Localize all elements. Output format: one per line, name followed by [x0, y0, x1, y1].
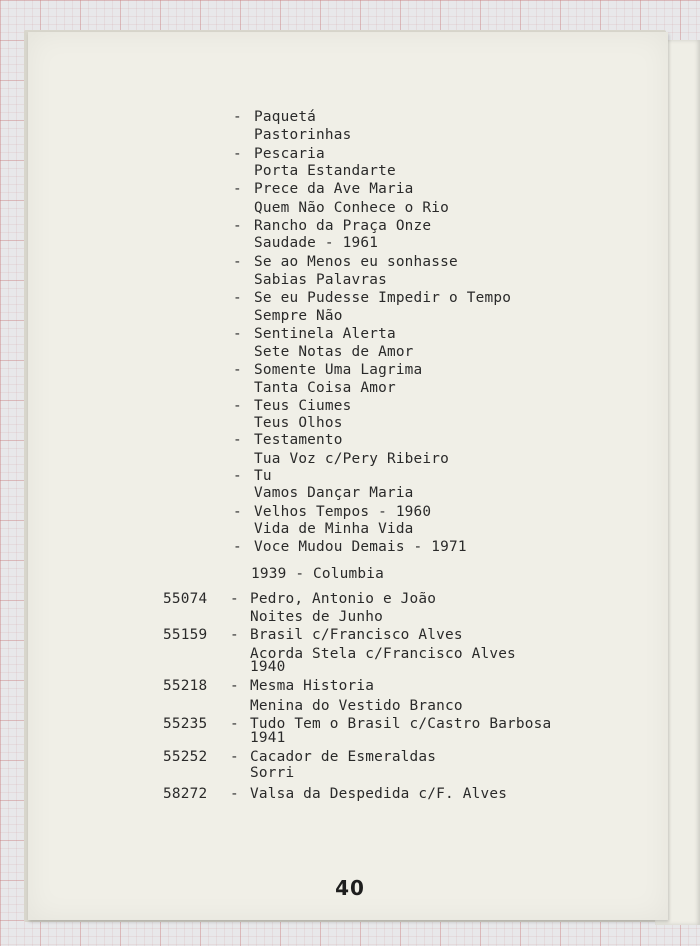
record-title: Pedro, Antonio e João — [250, 591, 437, 607]
song-title: Vamos Dançar Maria — [254, 485, 414, 501]
list-dash: - — [233, 181, 242, 197]
song-title: Rancho da Praça Onze — [254, 218, 432, 234]
list-dash: - — [233, 218, 242, 234]
song-title: Se ao Menos eu sonhasse — [254, 254, 458, 270]
song-title: Tua Voz c/Pery Ribeiro — [254, 451, 450, 467]
song-title: Paquetá — [254, 109, 317, 125]
list-dash: - — [230, 716, 239, 732]
song-title: Vida de Minha Vida — [254, 521, 414, 537]
list-dash: - — [233, 290, 242, 306]
record-title: Mesma Historia — [250, 678, 375, 694]
list-dash: - — [233, 504, 242, 520]
song-title: Porta Estandarte — [254, 163, 396, 179]
list-dash: - — [230, 749, 239, 765]
record-code: 55252 — [163, 749, 208, 765]
record-title: Acorda Stela c/Francisco Alves — [250, 646, 516, 662]
record-code: 55074 — [163, 591, 208, 607]
song-title: Velhos Tempos - 1960 — [254, 504, 432, 520]
list-dash: - — [233, 432, 242, 448]
record-code: 55159 — [163, 627, 208, 643]
record-title: Valsa da Despedida c/F. Alves — [250, 786, 508, 802]
record-title: Brasil c/Francisco Alves — [250, 627, 463, 643]
record-code: 58272 — [163, 786, 208, 802]
song-title: Teus Ciumes — [254, 398, 352, 414]
record-code: 55235 — [163, 716, 208, 732]
list-dash: - — [233, 146, 242, 162]
list-dash: - — [230, 591, 239, 607]
record-code: 55218 — [163, 678, 208, 694]
song-title: Prece da Ave Maria — [254, 181, 414, 197]
song-title: Sete Notas de Amor — [254, 344, 414, 360]
song-title: Saudade - 1961 — [254, 235, 379, 251]
list-dash: - — [233, 254, 242, 270]
record-title: 1941 — [250, 730, 286, 746]
document-page — [28, 32, 668, 920]
song-title: Tu — [254, 468, 272, 484]
song-title: Somente Uma Lagrima — [254, 362, 423, 378]
list-dash: - — [233, 398, 242, 414]
record-title: Noites de Junho — [250, 609, 383, 625]
song-title: Sabias Palavras — [254, 272, 387, 288]
record-title: Cacador de Esmeraldas — [250, 749, 437, 765]
page-number: 40 — [335, 876, 365, 900]
song-title: Quem Não Conhece o Rio — [254, 200, 450, 216]
list-dash: - — [233, 539, 242, 555]
list-dash: - — [230, 627, 239, 643]
list-dash: - — [230, 678, 239, 694]
record-title: Tudo Tem o Brasil c/Castro Barbosa — [250, 716, 552, 732]
record-title: Sorri — [250, 765, 295, 781]
song-title: Sentinela Alerta — [254, 326, 396, 342]
song-title: Testamento — [254, 432, 343, 448]
song-title: Se eu Pudesse Impedir o Tempo — [254, 290, 512, 306]
section-heading: 1939 - Columbia — [251, 566, 384, 582]
record-title: 1940 — [250, 659, 286, 675]
record-title: Menina do Vestido Branco — [250, 698, 463, 714]
list-dash: - — [233, 109, 242, 125]
song-title: Sempre Não — [254, 308, 343, 324]
list-dash: - — [233, 362, 242, 378]
song-title: Pescaria — [254, 146, 325, 162]
song-title: Teus Olhos — [254, 415, 343, 431]
list-dash: - — [233, 326, 242, 342]
list-dash: - — [233, 468, 242, 484]
song-title: Voce Mudou Demais - 1971 — [254, 539, 467, 555]
song-title: Pastorinhas — [254, 127, 352, 143]
song-title: Tanta Coisa Amor — [254, 380, 396, 396]
list-dash: - — [230, 786, 239, 802]
